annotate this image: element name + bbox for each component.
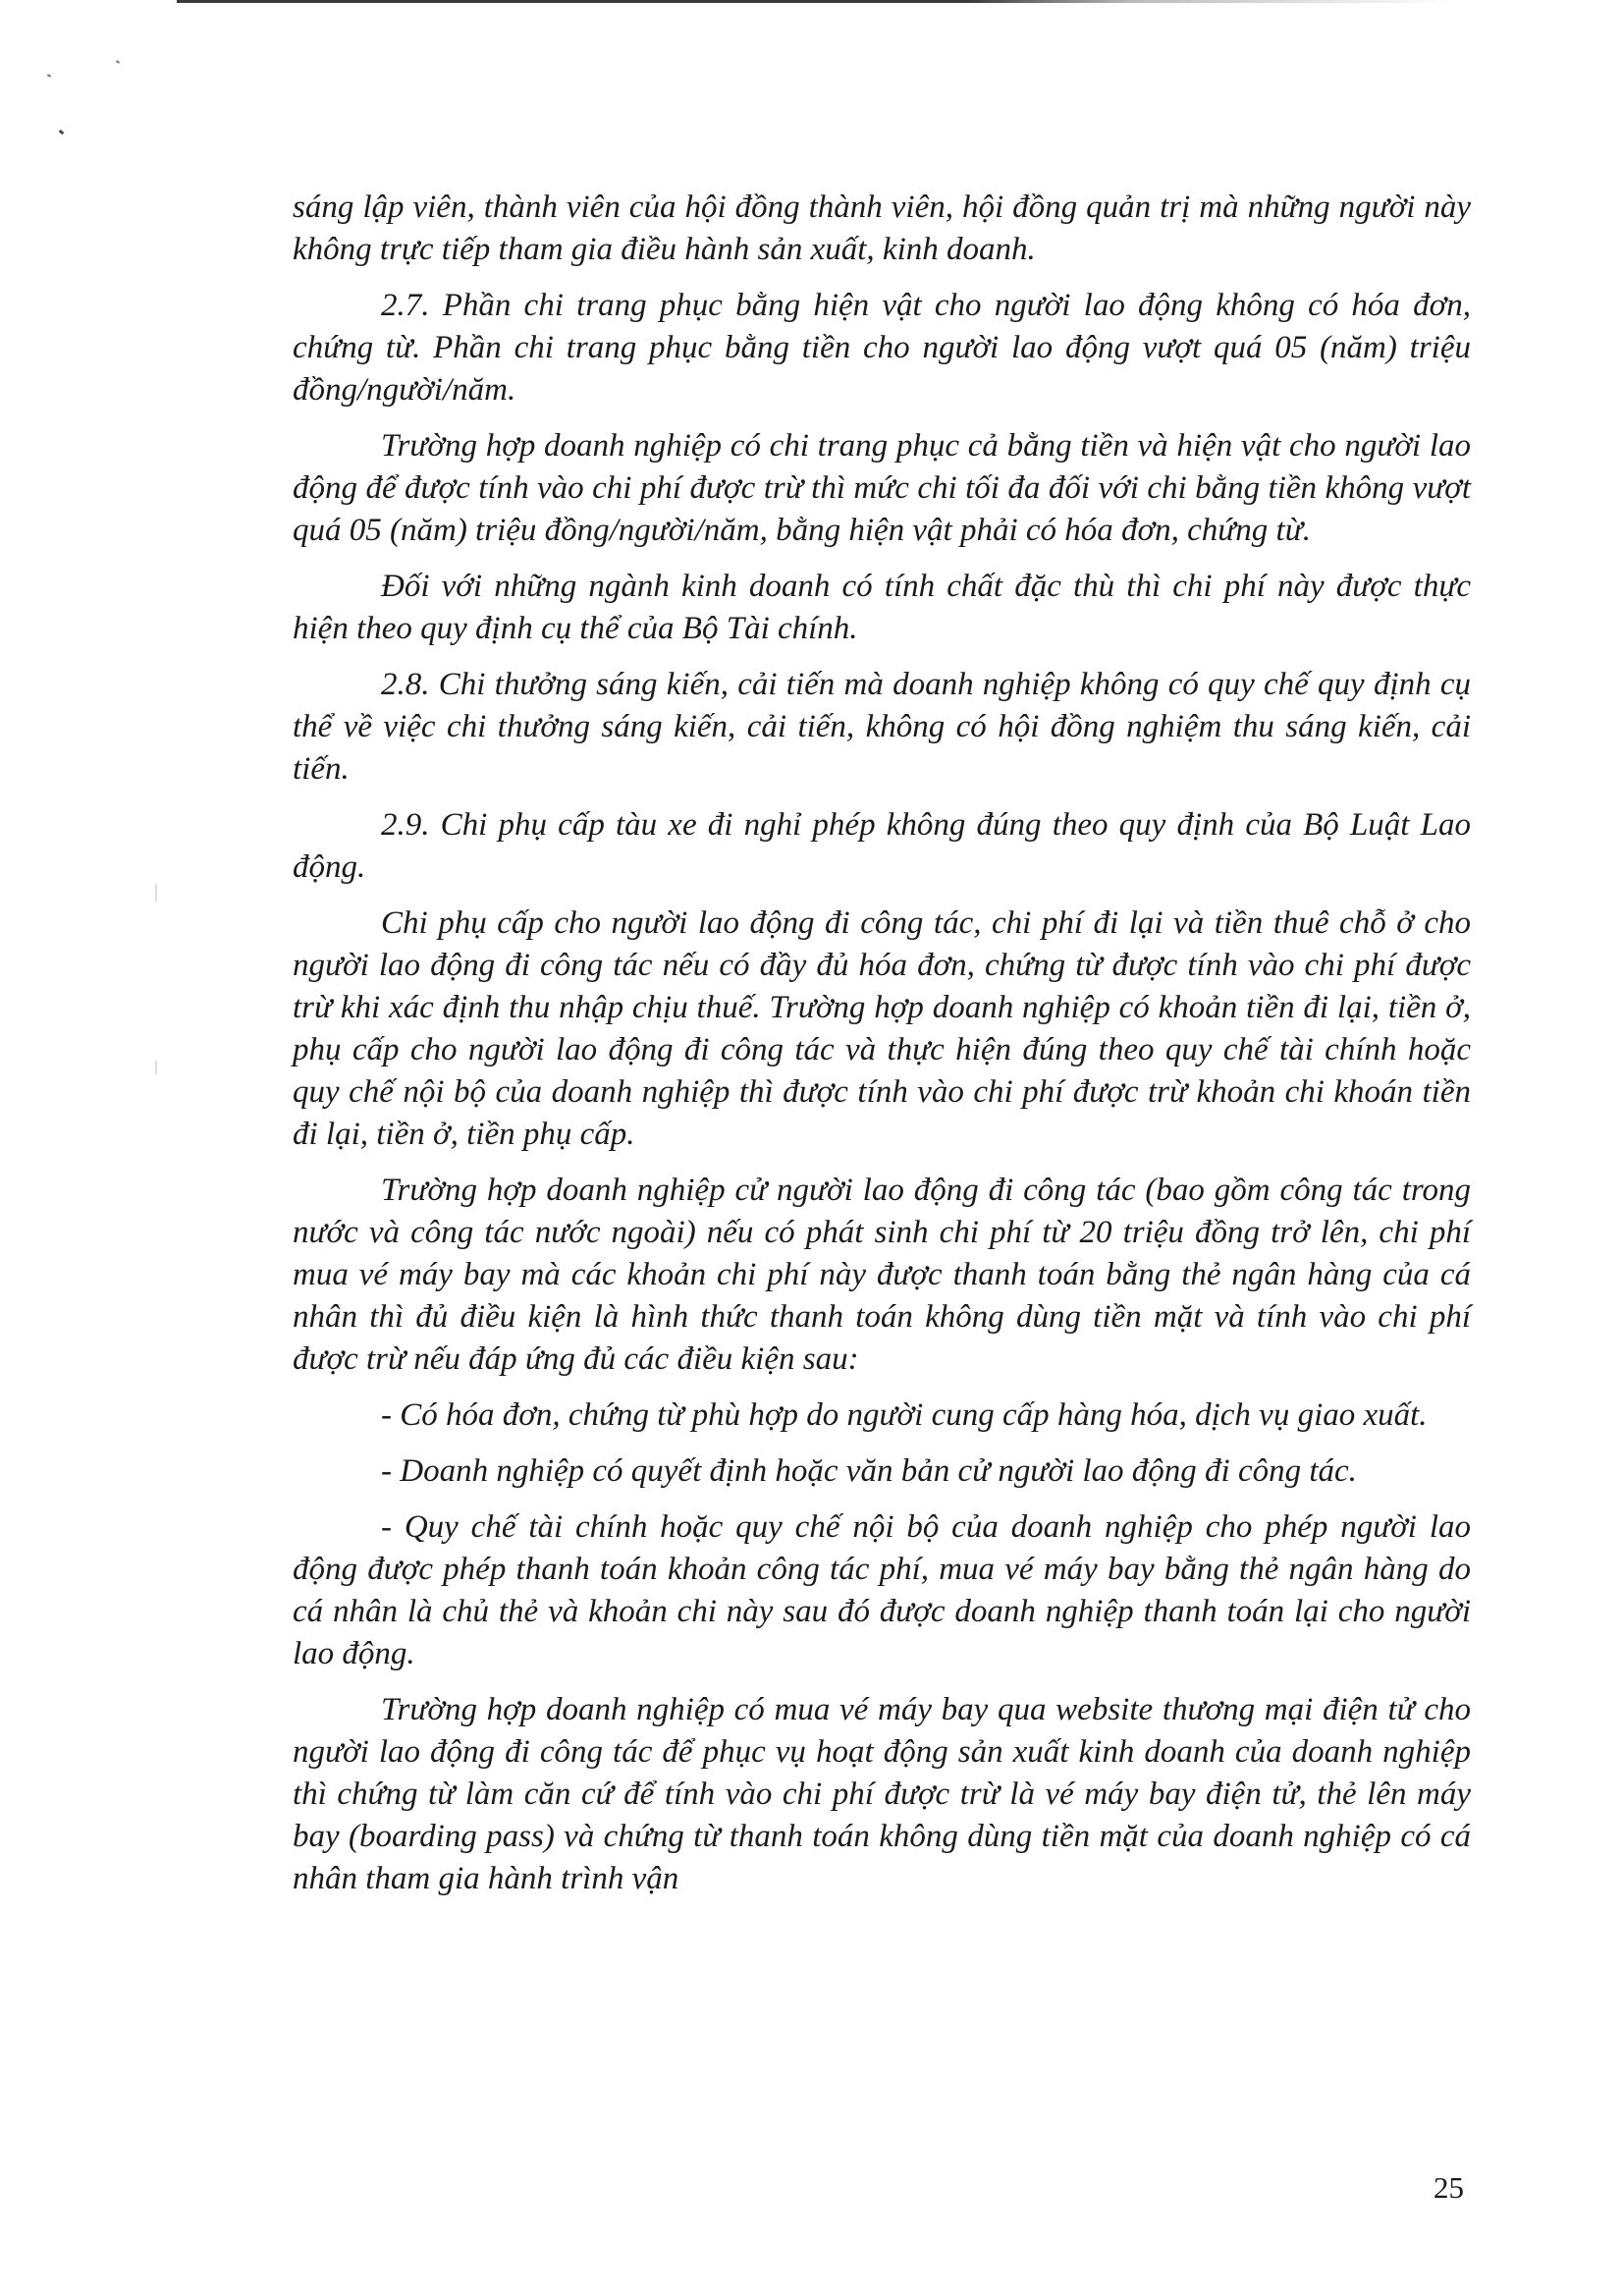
paragraph-condition-invoice: - Có hóa đơn, chứng từ phù hợp do người cung cấp hàng hóa, dịch vụ giao xuất. (381, 1397, 1428, 1433)
scan-mark (155, 884, 157, 902)
scan-edge-line (177, 0, 1453, 3)
page-number: 25 (1434, 2170, 1464, 2205)
paragraph-condition-regulation: - Quy chế tài chính hoặc quy chế nội bộ của doanh nghiệp cho phép người lao động được phép thanh toán khoản công tác phí, mua vé máy bay bằng thẻ ngân hàng do cá nhân là chủ thẻ và khoản chi này sau đó được doanh nghiệp thanh toán lại cho người lao động. (293, 1509, 1471, 1671)
scan-speck (59, 130, 65, 136)
paragraph-condition-decision: - Doanh nghiệp có quyết định hoặc văn bản cử người lao động đi công tác. (381, 1453, 1357, 1489)
paragraph-uniform-cash-and-kind: Trường hợp doanh nghiệp có chi trang phục cả bằng tiền và hiện vật cho người lao động để được tính vào chi phí được trừ thì mức chi tối đa đối với chi bằng tiền không vượt quá 05 (năm) triệu đồng/người/năm, bằng hiện vật phải có hóa đơn, chứng từ. (293, 428, 1471, 548)
scan-mark (155, 1061, 157, 1074)
scan-speck (47, 74, 51, 78)
paragraph-continuation: sáng lập viên, thành viên của hội đồng thành viên, hội đồng quản trị mà những người này không trực tiếp tham gia điều hành sản xuất, kinh doanh. (293, 190, 1471, 267)
document-body (293, 187, 1471, 1914)
paragraph-item-2-9: 2.9. Chi phụ cấp tàu xe đi nghỉ phép không đúng theo quy định của Bộ Luật Lao động. (293, 807, 1471, 885)
paragraph-item-2-8: 2.8. Chi thưởng sáng kiến, cải tiến mà doanh nghiệp không có quy chế quy định cụ thể về việc chi thưởng sáng kiến, cải tiến, không có hội đồng nghiệm thu sáng kiến, cải tiến. (293, 667, 1471, 787)
paragraph-special-industries: Đối với những ngành kinh doanh có tính chất đặc thù thì chi phí này được thực hiện theo quy định cụ thể của Bộ Tài chính. (293, 569, 1471, 646)
paragraph-item-2-7: 2.7. Phần chi trang phục bằng hiện vật cho người lao động không có hóa đơn, chứng từ. Phần chi trang phục bằng tiền cho người lao động vượt quá 05 (năm) triệu đồng/người/năm. (293, 288, 1471, 408)
paragraph-card-payment-conditions: Trường hợp doanh nghiệp cử người lao động đi công tác (bao gồm công tác trong nước và công tác nước ngoài) nếu có phát sinh chi phí từ 20 triệu đồng trở lên, chi phí mua vé máy bay mà các khoản chi phí này được thanh toán bằng thẻ ngân hàng của cá nhân thì đủ điều kiện là hình thức thanh toán không dùng tiền mặt và tính vào chi phí được trừ nếu đáp ứng đủ các điều kiện sau: (293, 1173, 1471, 1377)
scan-speck (116, 60, 120, 64)
paragraph-e-ticket: Trường hợp doanh nghiệp có mua vé máy bay qua website thương mại điện tử cho người lao động đi công tác để phục vụ hoạt động sản xuất kinh doanh của doanh nghiệp thì chứng từ làm căn cứ để tính vào chi phí được trừ là vé máy bay điện tử, thẻ lên máy bay (boarding pass) và chứng từ thanh toán không dùng tiền mặt của doanh nghiệp có cá nhân tham gia hành trình vận (293, 1692, 1471, 1896)
paragraph-business-trip-allowance: Chi phụ cấp cho người lao động đi công tác, chi phí đi lại và tiền thuê chỗ ở cho người lao động đi công tác nếu có đầy đủ hóa đơn, chứng từ được tính vào chi phí được trừ khi xác định thu nhập chịu thuế. Trường hợp doanh nghiệp có khoản tiền đi lại, tiền ở, phụ cấp cho người lao động đi công tác và thực hiện đúng theo quy chế tài chính hoặc quy chế nội bộ của doanh nghiệp thì được tính vào chi phí được trừ khoản chi khoán tiền đi lại, tiền ở, tiền phụ cấp. (293, 905, 1471, 1152)
